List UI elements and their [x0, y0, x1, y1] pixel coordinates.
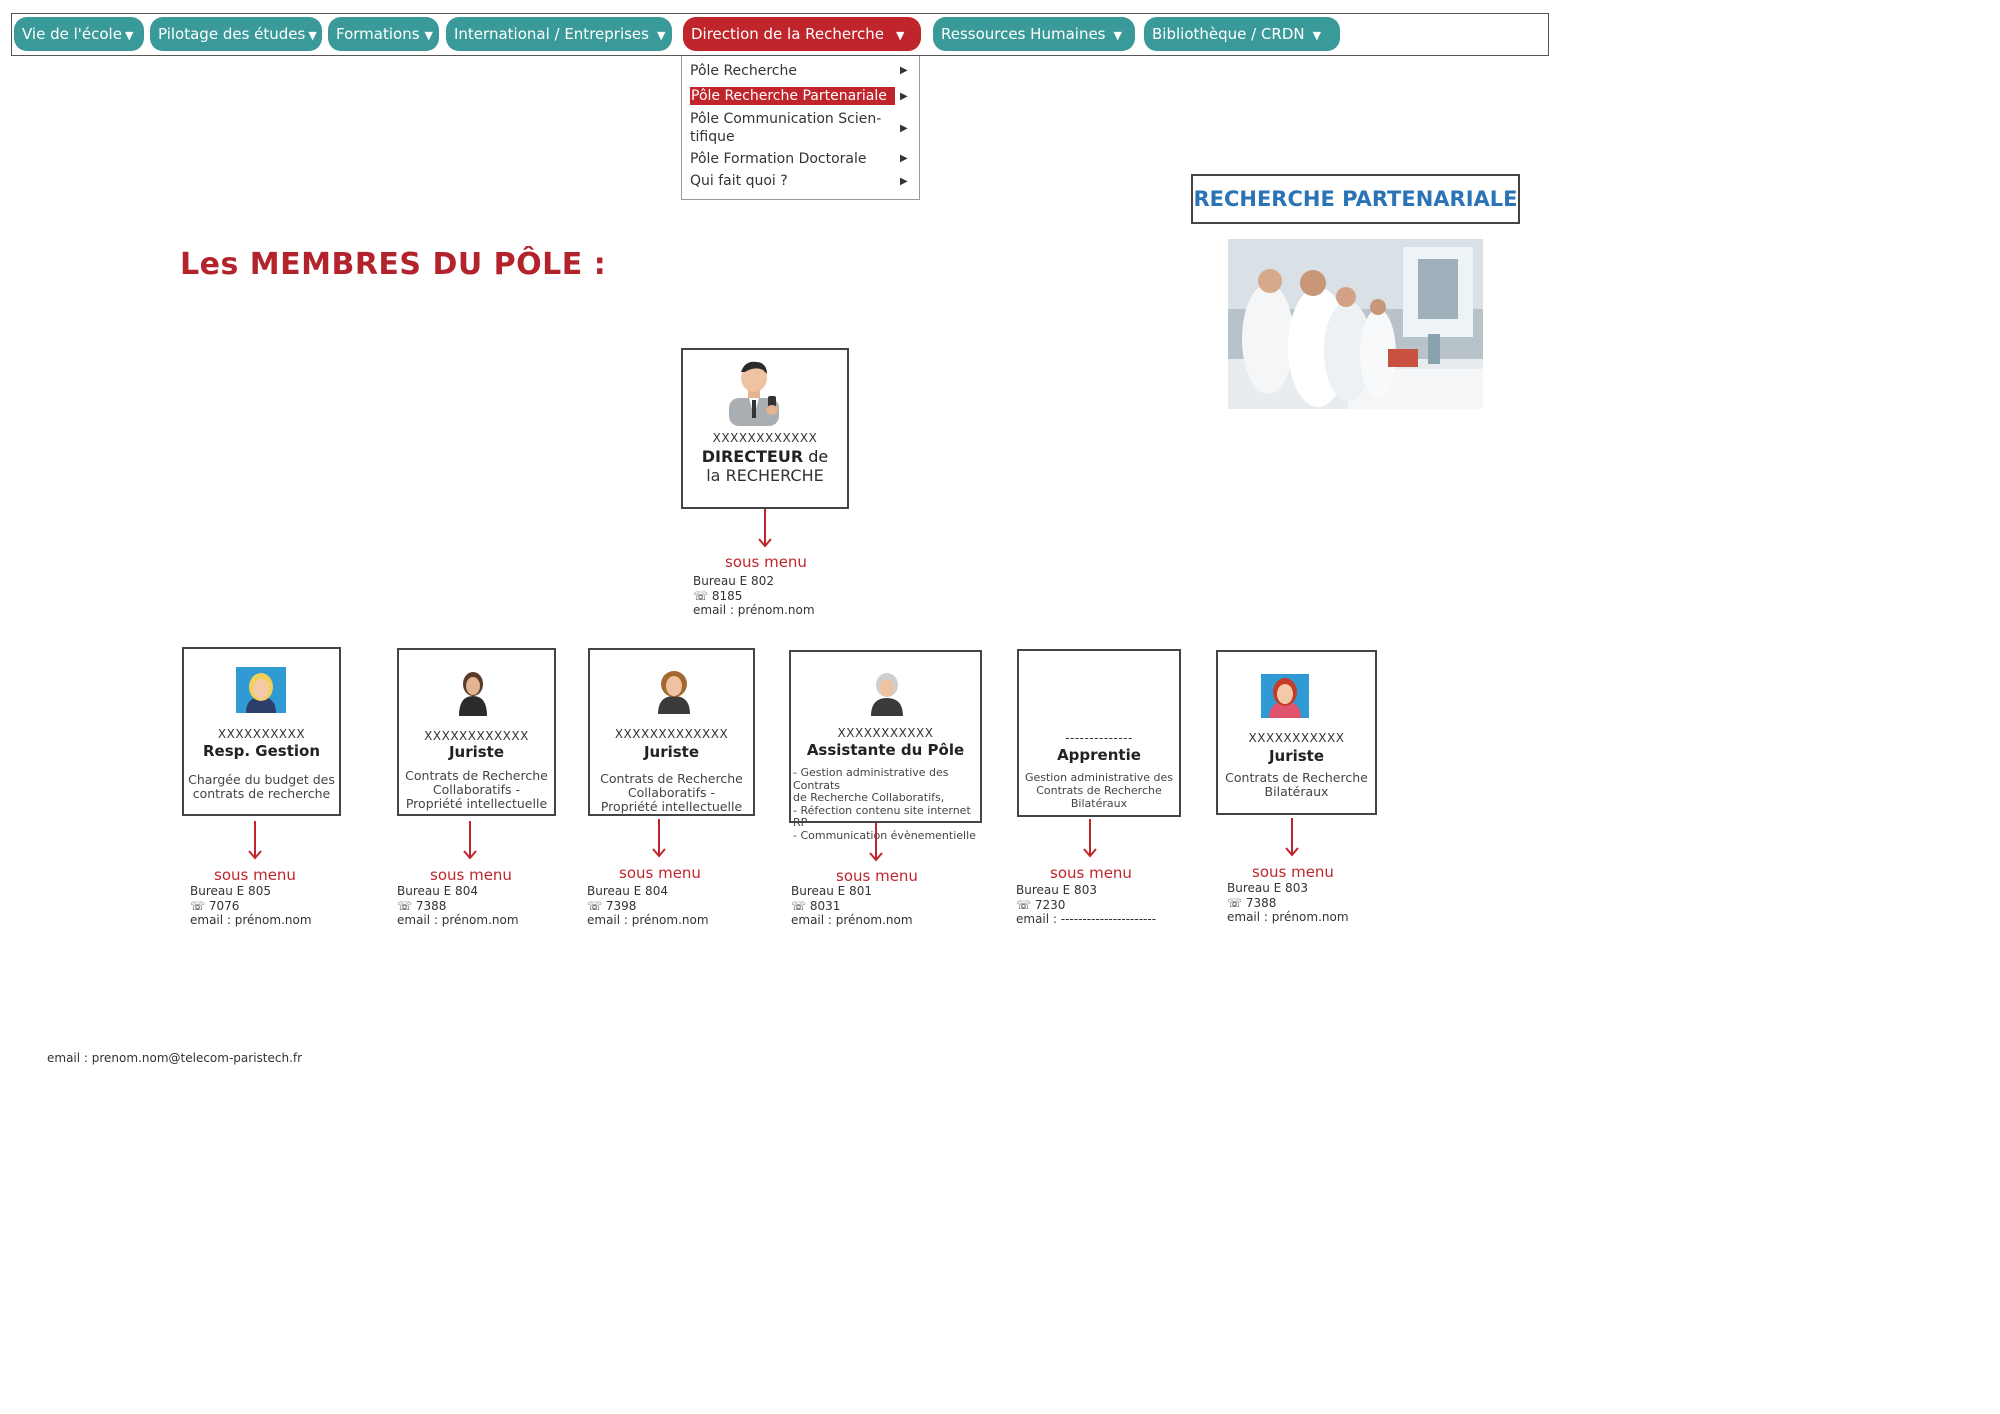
chevron-down-icon: ▼ — [1312, 29, 1322, 42]
member-sous-menu-link[interactable]: sous menu — [214, 866, 296, 884]
director-contact-info — [693, 574, 815, 618]
director-role-bold: DIRECTEUR — [701, 447, 804, 466]
member-description — [793, 767, 978, 842]
desc-line: Collaboratifs - — [432, 782, 521, 797]
menu-item-label-cont: tifique — [690, 129, 735, 145]
desc-line: Chargée du budget des — [188, 772, 335, 787]
woman-brunette-avatar-icon — [453, 668, 493, 716]
director-role-rest: de — [803, 447, 829, 466]
director-name-placeholder: XXXXXXXXXXXX — [712, 431, 818, 445]
director-role-line2: la RECHERCHE — [706, 466, 824, 485]
menu-item-pole-communication[interactable] — [690, 110, 895, 146]
email-text: email : prénom.nom — [190, 913, 312, 927]
office-text: Bureau E 804 — [397, 884, 478, 898]
director-role — [683, 447, 847, 466]
member-description — [188, 773, 335, 801]
member-contact-info — [1016, 883, 1156, 927]
member-contact-info — [791, 884, 913, 928]
phone-text: ☏ 7388 — [397, 898, 447, 913]
member-card-juriste-3 — [1216, 650, 1377, 815]
lab-photo — [1228, 239, 1483, 409]
desc-line: Contrats de Recherche — [1225, 770, 1368, 785]
phone-text: ☏ 7398 — [587, 898, 637, 913]
nav-item-label: Formations — [336, 25, 420, 43]
nav-item-ressources-humaines[interactable] — [933, 17, 1135, 51]
desc-line: contrats de recherche — [192, 786, 331, 801]
desc-line: Collaboratifs - — [627, 785, 716, 800]
arrow-down-icon — [651, 819, 667, 859]
chevron-down-icon: ▼ — [1113, 29, 1122, 42]
desc-line: de Recherche Collaboratifs, — [793, 791, 945, 804]
member-card-apprentie — [1017, 649, 1181, 817]
nav-item-international[interactable] — [446, 17, 672, 51]
dropdown-menu — [681, 56, 920, 200]
member-name-placeholder: XXXXXXXXXXX — [837, 726, 934, 740]
email-text: email : ---------------------- — [1016, 912, 1157, 926]
menu-item-pole-formation-doctorale[interactable]: Pôle Formation Doctorale — [690, 151, 867, 167]
desc-line: - Gestion administrative des Contrats — [793, 766, 949, 792]
nav-item-label: Direction de la Recherche — [691, 25, 884, 43]
member-contact-info — [190, 884, 312, 928]
office-text: Bureau E 804 — [587, 884, 668, 898]
member-sous-menu-link[interactable]: sous menu — [619, 864, 701, 882]
member-card-juriste-1 — [397, 648, 556, 816]
nav-item-bibliotheque[interactable] — [1144, 17, 1340, 51]
desc-line: Bilatéraux — [1264, 784, 1329, 799]
email-text: email : prénom.nom — [791, 913, 913, 927]
phone-text: ☏ 7230 — [1016, 897, 1066, 912]
office-text: Bureau E 803 — [1227, 881, 1308, 895]
office-text: Bureau E 801 — [791, 884, 872, 898]
man-avatar-icon — [721, 358, 787, 426]
nav-item-pilotage[interactable] — [150, 17, 322, 51]
nav-item-label: Ressources Humaines — [941, 25, 1106, 43]
phone-text: ☏ 8031 — [791, 898, 841, 913]
woman-grey-hair-avatar-icon — [867, 670, 907, 716]
chevron-right-icon: ▶ — [900, 153, 908, 164]
member-card-resp-gestion — [182, 647, 341, 816]
chevron-down-icon: ▼ — [308, 29, 317, 42]
desc-line: Contrats de Recherche — [405, 768, 548, 783]
desc-line: Gestion administrative des — [1024, 771, 1174, 784]
member-name-placeholder: XXXXXXXXXXX — [1248, 731, 1345, 745]
member-contact-info — [397, 884, 519, 928]
nav-item-label: Pilotage des études — [158, 25, 306, 43]
nav-item-direction-recherche[interactable] — [683, 17, 921, 51]
office-text: Bureau E 805 — [190, 884, 271, 898]
nav-item-formations[interactable] — [328, 17, 439, 51]
menu-item-pole-recherche[interactable]: Pôle Recherche — [690, 63, 797, 79]
side-title-box — [1191, 174, 1520, 224]
chevron-right-icon: ▶ — [900, 176, 908, 187]
member-card-juriste-2 — [588, 648, 755, 816]
chevron-down-icon: ▼ — [656, 29, 666, 42]
desc-line: Contrats de Recherche — [1036, 784, 1162, 797]
member-role: Assistante du Pôle — [806, 741, 965, 759]
email-text: email : prénom.nom — [693, 603, 815, 617]
desc-line: - Réfection contenu site internet RP — [793, 803, 971, 829]
member-sous-menu-link[interactable]: sous menu — [430, 866, 512, 884]
arrow-down-icon — [868, 823, 884, 863]
woman-curly-avatar-icon — [652, 668, 696, 714]
nav-item-vie-ecole[interactable] — [14, 17, 144, 51]
member-description — [1222, 771, 1371, 799]
arrow-down-icon — [247, 821, 263, 861]
chevron-right-icon: ▶ — [900, 91, 908, 102]
director-card — [681, 348, 849, 509]
arrow-down-icon — [757, 509, 773, 549]
phone-text: ☏ 8185 — [693, 588, 743, 603]
chevron-down-icon: ▼ — [124, 29, 134, 42]
lab-scene-image — [1228, 239, 1483, 409]
arrow-down-icon — [1082, 819, 1098, 859]
member-name-placeholder: -------------- — [1065, 731, 1133, 745]
member-role: Juriste — [448, 743, 505, 761]
member-card-assistante — [789, 650, 982, 842]
arrow-down-icon — [1284, 818, 1300, 858]
woman-redhead-avatar-icon — [1261, 674, 1309, 718]
desc-line: Bilatéraux — [1070, 797, 1128, 810]
office-text: Bureau E 803 — [1016, 883, 1097, 897]
member-description — [1023, 771, 1175, 810]
nav-item-label: International / Entreprises — [454, 25, 649, 43]
email-text: email : prénom.nom — [397, 913, 519, 927]
page-title: Les MEMBRES DU PÔLE : — [180, 247, 607, 282]
member-sous-menu-link[interactable]: sous menu — [1050, 864, 1132, 882]
member-name-placeholder: XXXXXXXXXXXX — [424, 729, 529, 743]
phone-text: ☏ 7388 — [1227, 895, 1277, 910]
woman-blonde-avatar-icon — [236, 667, 286, 713]
member-sous-menu-link[interactable]: sous menu — [1252, 863, 1334, 881]
desc-line: - Communication évènementielle — [793, 828, 976, 842]
member-sous-menu-link[interactable]: sous menu — [836, 867, 918, 885]
member-contact-info — [587, 884, 709, 928]
menu-item-qui-fait-quoi[interactable]: Qui fait quoi ? — [690, 173, 788, 189]
director-sous-menu-link[interactable]: sous menu — [725, 553, 807, 571]
member-name-placeholder: XXXXXXXXXXXXX — [614, 727, 729, 741]
chevron-down-icon: ▼ — [424, 29, 433, 42]
menu-item-label: Pôle Communication Scien- — [690, 111, 882, 127]
desc-line: Propriété intellectuelle — [405, 796, 548, 811]
member-role: Juriste — [1268, 747, 1325, 765]
chevron-down-icon: ▼ — [895, 29, 905, 42]
member-description — [594, 772, 749, 814]
phone-text: ☏ 7076 — [190, 898, 240, 913]
member-contact-info — [1227, 881, 1349, 925]
member-description — [403, 769, 550, 811]
menu-item-pole-recherche-partenariale[interactable]: Pôle Recherche Partenariale — [690, 87, 895, 105]
member-name-placeholder: XXXXXXXXXX — [217, 727, 306, 741]
nav-item-label: Bibliothèque / CRDN — [1152, 25, 1305, 43]
footer-email: email : prenom.nom@telecom-paristech.fr — [47, 1051, 303, 1065]
nav-item-label: Vie de l'école — [22, 25, 122, 43]
arrow-down-icon — [462, 821, 478, 861]
desc-line: Propriété intellectuelle — [600, 799, 743, 814]
email-text: email : prénom.nom — [1227, 910, 1349, 924]
side-title: RECHERCHE PARTENARIALE — [1193, 187, 1518, 211]
member-role: Apprentie — [1057, 746, 1141, 764]
member-role: Juriste — [643, 743, 700, 761]
chevron-right-icon: ▶ — [900, 123, 908, 134]
desc-line: Contrats de Recherche — [600, 771, 743, 786]
office-text: Bureau E 802 — [693, 574, 774, 588]
email-text: email : prénom.nom — [587, 913, 709, 927]
chevron-right-icon: ▶ — [900, 65, 908, 76]
member-role: Resp. Gestion — [202, 742, 321, 760]
